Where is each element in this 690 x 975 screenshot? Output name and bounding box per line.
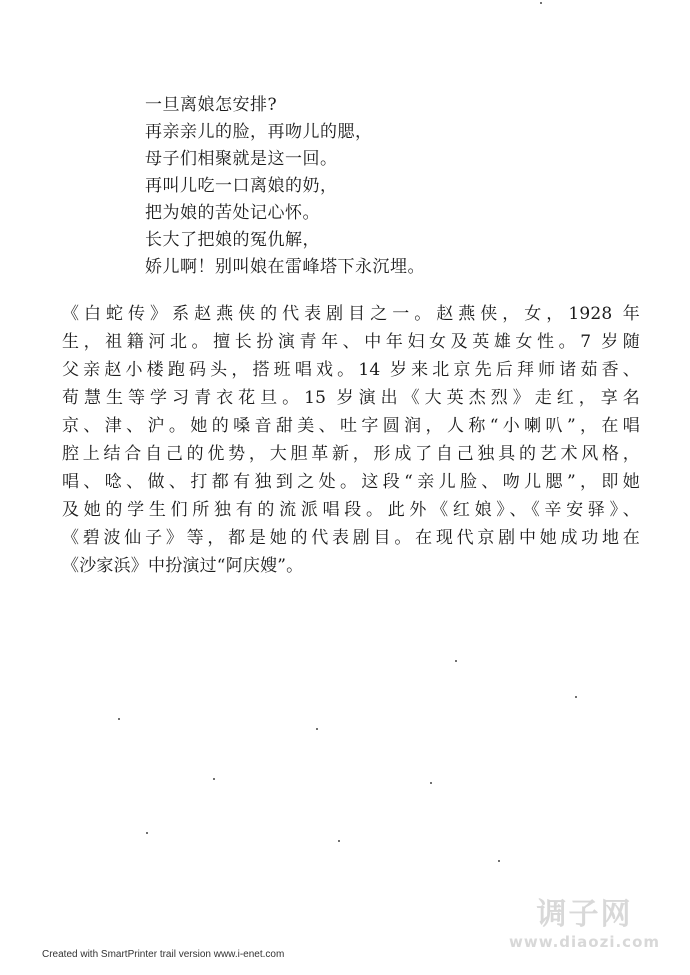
prose-line: 唱、唸、做、打都有独到之处。这段“亲儿脸、吻儿腮”，即她 <box>62 472 640 492</box>
footer-credit: Created with SmartPrinter trail version www.i-enet.com <box>42 949 285 960</box>
prose-line: 《碧波仙子》等，都是她的代表剧目。在现代京剧中她成功地在 <box>62 528 640 548</box>
verse-line: 再亲亲儿的脸，再吻儿的腮， <box>145 122 373 142</box>
prose-line: 生，祖籍河北。擅长扮演青年、中年妇女及英雄女性。7 岁随 <box>62 332 640 352</box>
prose-line: 荀慧生等学习青衣花旦。15 岁演出《大英杰烈》走红，享名 <box>62 388 640 408</box>
scan-speck <box>118 718 120 720</box>
verse-line: 把为娘的苦处记心怀。 <box>145 203 320 223</box>
scan-speck <box>338 840 340 842</box>
verse-line: 娇儿啊！别叫娘在雷峰塔下永沉埋。 <box>145 257 425 277</box>
prose-line: 腔上结合自己的优势，大胆革新，形成了自己独具的艺术风格， <box>62 444 640 464</box>
scan-speck <box>540 2 542 4</box>
scan-speck <box>498 860 500 862</box>
lyric-verse <box>145 92 645 281</box>
site-watermark <box>509 898 660 952</box>
prose-line: 京、津、沪。她的嗓音甜美、吐字圆润，人称“小喇叭”，在唱 <box>62 416 640 436</box>
verse-line: 母子们相聚就是这一回。 <box>145 149 338 169</box>
watermark-url: www.diaozi.com <box>508 933 660 951</box>
prose-line: 《白蛇传》系赵燕侠的代表剧目之一。赵燕侠，女，1928 年 <box>62 304 640 324</box>
scan-speck <box>146 832 148 834</box>
prose-line: 及她的学生们所独有的流派唱段。此外《红娘》、《辛安驿》、 <box>62 500 640 520</box>
verse-line: 长大了把娘的冤仇解， <box>145 230 320 250</box>
scan-speck <box>455 660 457 662</box>
commentary-paragraph <box>62 300 640 580</box>
scan-speck <box>213 778 215 780</box>
scan-speck <box>316 728 318 730</box>
prose-line: 父亲赵小楼跑码头，搭班唱戏。14 岁来北京先后拜师诸茹香、 <box>62 360 640 380</box>
prose-line: 《沙家浜》中扮演过“阿庆嫂”。 <box>62 556 304 576</box>
verse-line: 一旦离娘怎安排? <box>145 95 278 115</box>
scan-speck <box>575 696 577 698</box>
watermark-site-name: 调子网 <box>536 897 633 932</box>
verse-line: 再叫儿吃一口离娘的奶， <box>145 176 338 196</box>
scan-speck <box>430 782 432 784</box>
